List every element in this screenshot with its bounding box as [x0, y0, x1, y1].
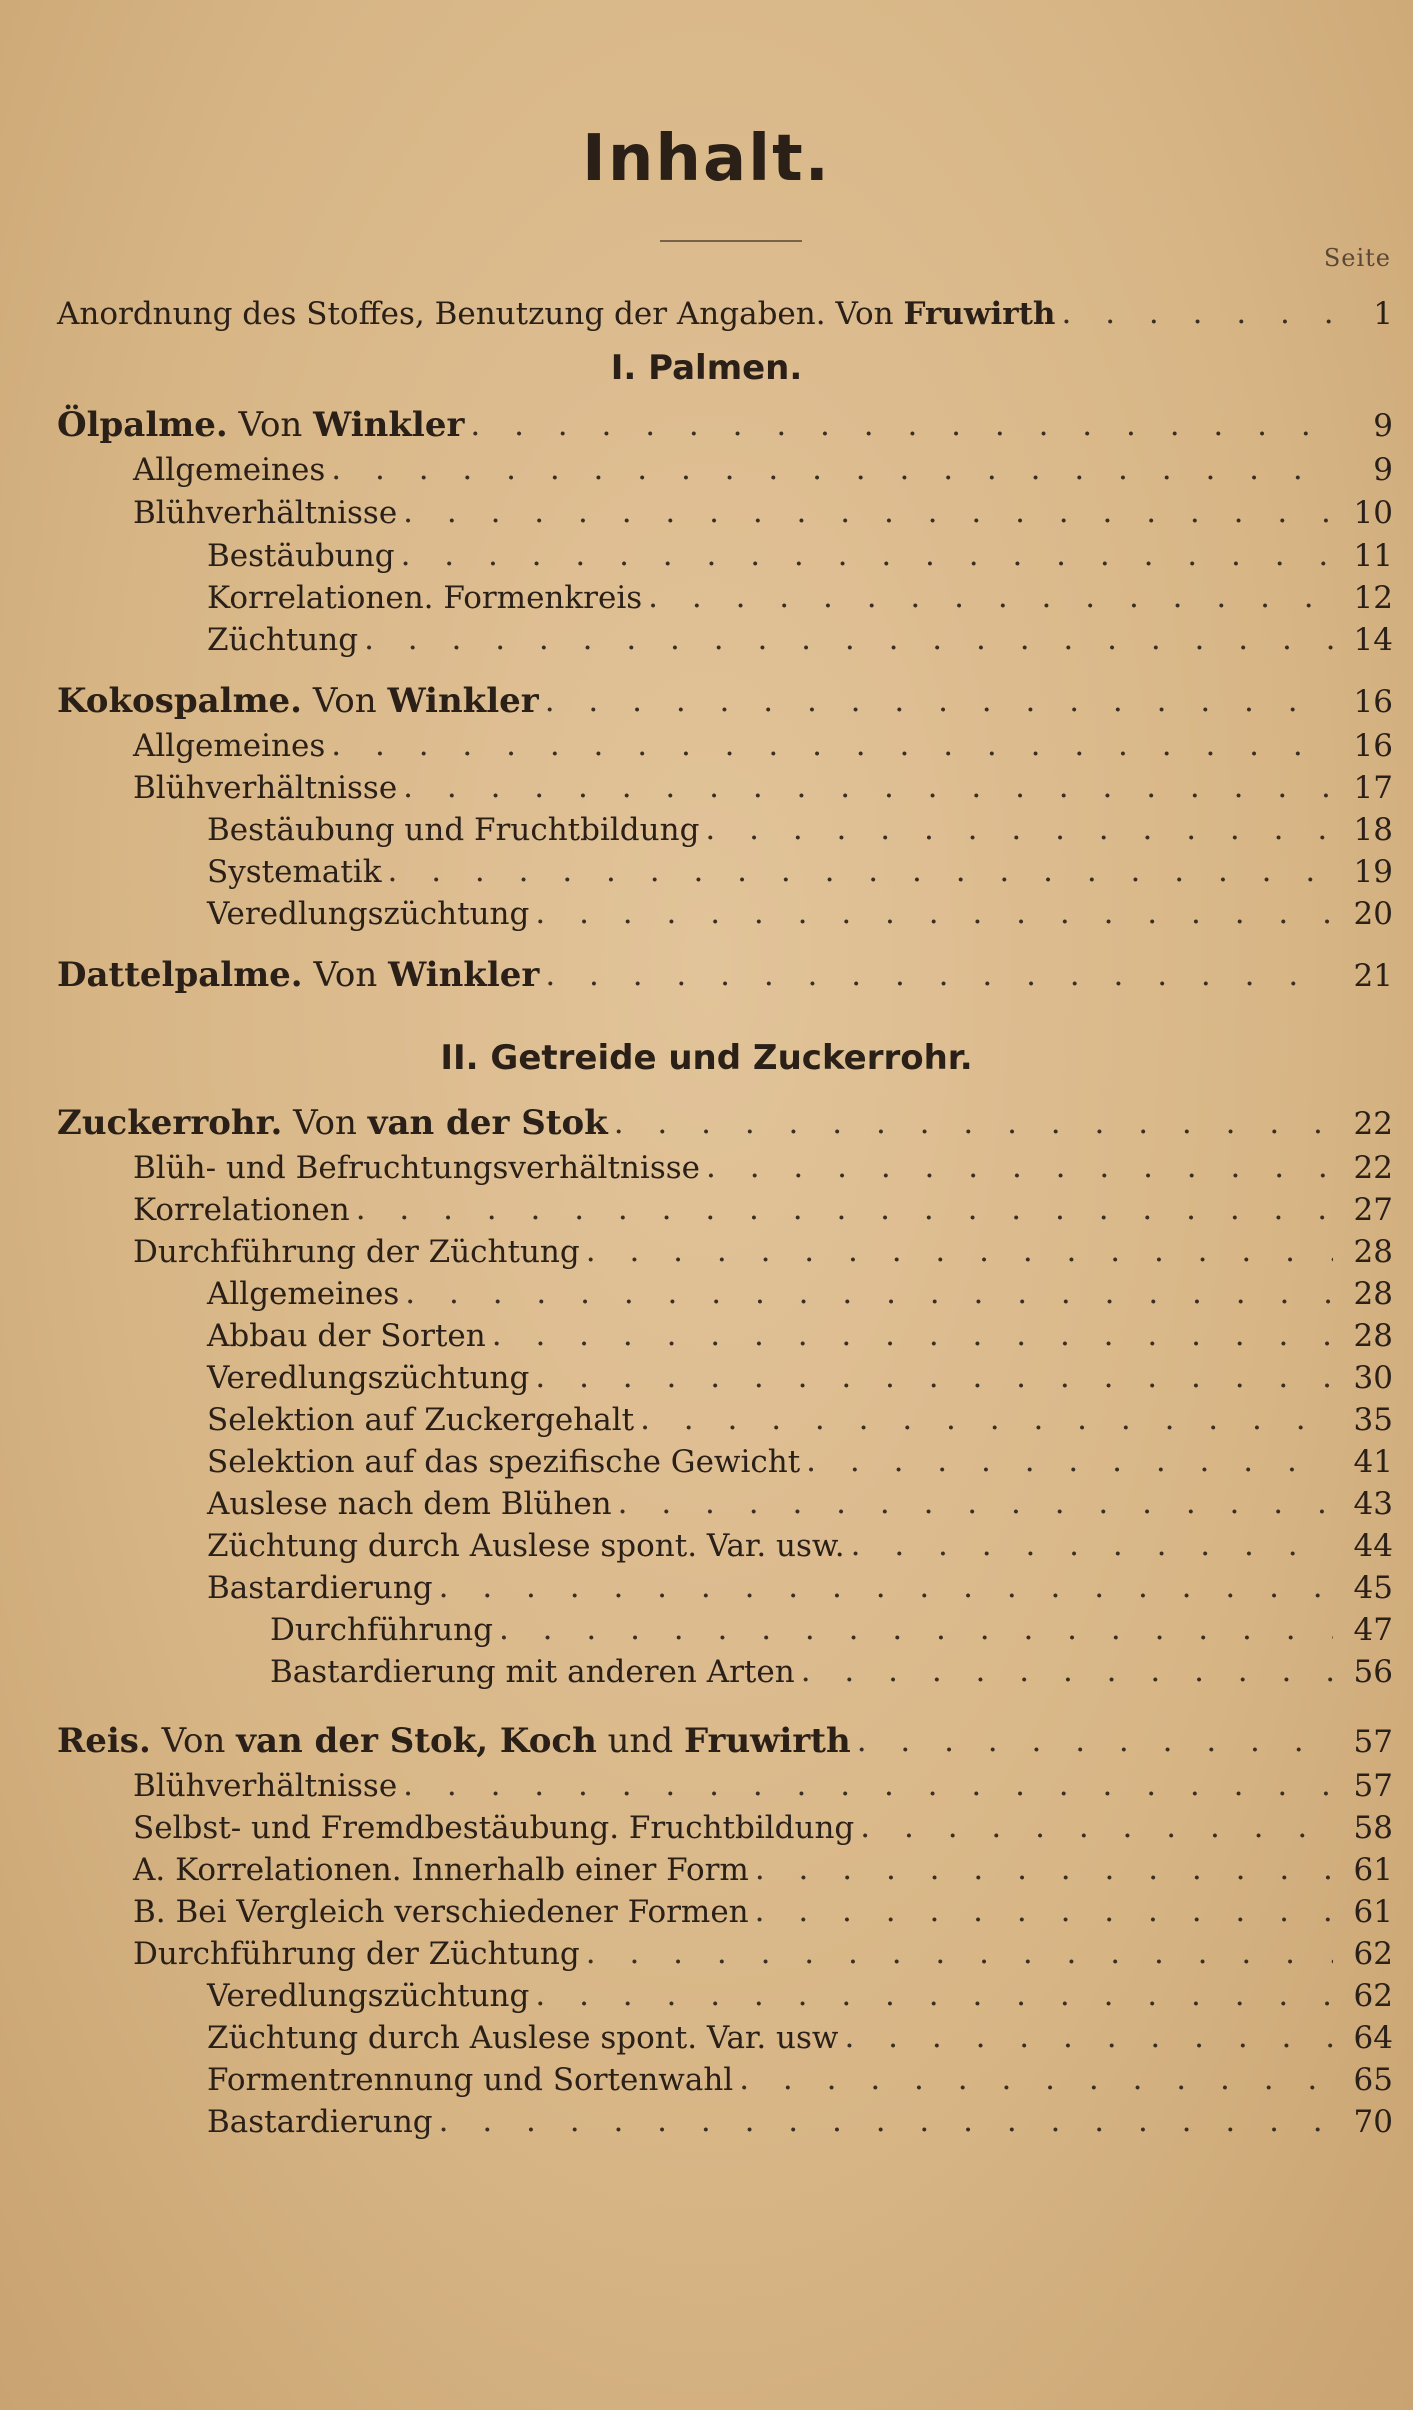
toc-entry[interactable]: Durchführung . . . 47	[0, 1600, 1413, 1646]
title-rule	[660, 240, 802, 242]
page-number: 1	[1373, 296, 1393, 332]
toc-entry[interactable]: Bastardierung mit anderen Arten . . . 56	[0, 1642, 1413, 1688]
toc-entry[interactable]: A. Korrelationen. Innerhalb einer Form . . . 61	[0, 1840, 1413, 1886]
page-number: 27	[1353, 1192, 1393, 1228]
toc-entry[interactable]: Blühverhältnisse . . . 57	[0, 1756, 1413, 1802]
page-number: 30	[1353, 1360, 1393, 1396]
toc-entry-zuckerrohr[interactable]: Zuckerrohr. Von van der Stok . . . 22	[0, 1094, 1413, 1140]
toc-entry[interactable]: Korrelationen . . . 27	[0, 1180, 1413, 1226]
page-number: 45	[1353, 1570, 1393, 1606]
toc-entry[interactable]: Bastardierung . . . 70	[0, 2092, 1413, 2138]
page-number: 61	[1353, 1894, 1393, 1930]
toc-entry[interactable]: Veredlungszüchtung . . . 62	[0, 1966, 1413, 2012]
page-number: 21	[1353, 958, 1393, 994]
toc-entry[interactable]: Bestäubung . . . 11	[0, 526, 1413, 572]
toc-entry-intro[interactable]: Anordnung des Stoffes, Benutzung der Angaben. Von Fruwirth . . . 1	[0, 284, 1413, 330]
page-number: 19	[1353, 854, 1393, 890]
toc-entry[interactable]: Selektion auf das spezifische Gewicht . . . 41	[0, 1432, 1413, 1478]
page-number: 11	[1353, 538, 1393, 574]
toc-entry[interactable]: Veredlungszüchtung . . . 20	[0, 884, 1413, 930]
page-number: 28	[1353, 1234, 1393, 1270]
page-number: 17	[1353, 770, 1393, 806]
page-number: 35	[1353, 1402, 1393, 1438]
toc-entry[interactable]: Bestäubung und Fruchtbildung . . . 18	[0, 800, 1413, 846]
page-number: 62	[1353, 1978, 1393, 2014]
page-number: 16	[1353, 728, 1393, 764]
page-number: 16	[1353, 684, 1393, 720]
toc-entry[interactable]: Korrelationen. Formenkreis . . . 12	[0, 568, 1413, 614]
toc-entry[interactable]: B. Bei Vergleich verschiedener Formen . . . 61	[0, 1882, 1413, 1928]
page-number: 12	[1353, 580, 1393, 616]
toc-entry[interactable]: Auslese nach dem Blühen . . . 43	[0, 1474, 1413, 1520]
toc-entry-oelpalme[interactable]: Ölpalme. Von Winkler . . . 9	[0, 396, 1413, 442]
toc-entry[interactable]: Allgemeines . . . 9	[0, 440, 1413, 486]
page-number: 58	[1353, 1810, 1393, 1846]
page-number: 41	[1353, 1444, 1393, 1480]
toc-entry-reis[interactable]: Reis. Von van der Stok, Koch und Fruwirth . . . 57	[0, 1712, 1413, 1758]
page-number: 9	[1373, 408, 1393, 444]
page-number: 14	[1353, 622, 1393, 658]
toc-entry[interactable]: Blüh- und Befruchtungsverhältnisse . . . 22	[0, 1138, 1413, 1184]
toc-entry[interactable]: Blühverhältnisse . . . 17	[0, 758, 1413, 804]
toc-entry[interactable]: Züchtung . . . 14	[0, 610, 1413, 656]
page-number: 62	[1353, 1936, 1393, 1972]
page-number: 61	[1353, 1852, 1393, 1888]
page-title: Inhalt.	[582, 122, 831, 196]
toc-entry[interactable]: Züchtung durch Auslese spont. Var. usw. . . . 44	[0, 1516, 1413, 1562]
toc-entry[interactable]: Durchführung der Züchtung . . . 28	[0, 1222, 1413, 1268]
page-number: 18	[1353, 812, 1393, 848]
toc-entry[interactable]: Durchführung der Züchtung . . . 62	[0, 1924, 1413, 1970]
toc-entry-kokospalme[interactable]: Kokospalme. Von Winkler . . . 16	[0, 672, 1413, 718]
toc-entry[interactable]: Allgemeines . . . 28	[0, 1264, 1413, 1310]
toc-entry[interactable]: Blühverhältnisse . . . 10	[0, 483, 1413, 529]
toc-entry[interactable]: Formentrennung und Sortenwahl . . . 65	[0, 2050, 1413, 2096]
page-number: 28	[1353, 1276, 1393, 1312]
page-number: 43	[1353, 1486, 1393, 1522]
toc-entry[interactable]: Züchtung durch Auslese spont. Var. usw . . . 64	[0, 2008, 1413, 2054]
page-number: 10	[1353, 495, 1393, 531]
toc-entry[interactable]: Allgemeines . . . 16	[0, 716, 1413, 762]
page-number: 22	[1353, 1150, 1393, 1186]
page-number: 65	[1353, 2062, 1393, 2098]
page-number: 57	[1353, 1724, 1393, 1760]
toc-entry[interactable]: Abbau der Sorten . . . 28	[0, 1306, 1413, 1352]
page-number: 20	[1353, 896, 1393, 932]
section-heading-palmen: I. Palmen.	[610, 348, 803, 388]
section-heading-getreide: II. Getreide und Zuckerrohr.	[440, 1038, 973, 1078]
page-number: 44	[1353, 1528, 1393, 1564]
toc-entry[interactable]: Veredlungszüchtung . . . 30	[0, 1348, 1413, 1394]
page-number: 28	[1353, 1318, 1393, 1354]
page-number: 9	[1373, 452, 1393, 488]
page-number: 70	[1353, 2104, 1393, 2140]
page-number: 64	[1353, 2020, 1393, 2056]
page-number: 57	[1353, 1768, 1393, 1804]
page-number: 56	[1353, 1654, 1393, 1690]
page-number: 47	[1353, 1612, 1393, 1648]
toc-entry[interactable]: Systematik . . . 19	[0, 842, 1413, 888]
toc-entry[interactable]: Bastardierung . . . 45	[0, 1558, 1413, 1604]
page-column-label: Seite	[1323, 244, 1391, 272]
toc-entry-dattelpalme[interactable]: Dattelpalme. Von Winkler . . . 21	[0, 946, 1413, 992]
toc-entry[interactable]: Selbst- und Fremdbestäubung. Fruchtbildung . . . 58	[0, 1798, 1413, 1844]
toc-entry[interactable]: Selektion auf Zuckergehalt . . . 35	[0, 1390, 1413, 1436]
page-number: 22	[1353, 1106, 1393, 1142]
